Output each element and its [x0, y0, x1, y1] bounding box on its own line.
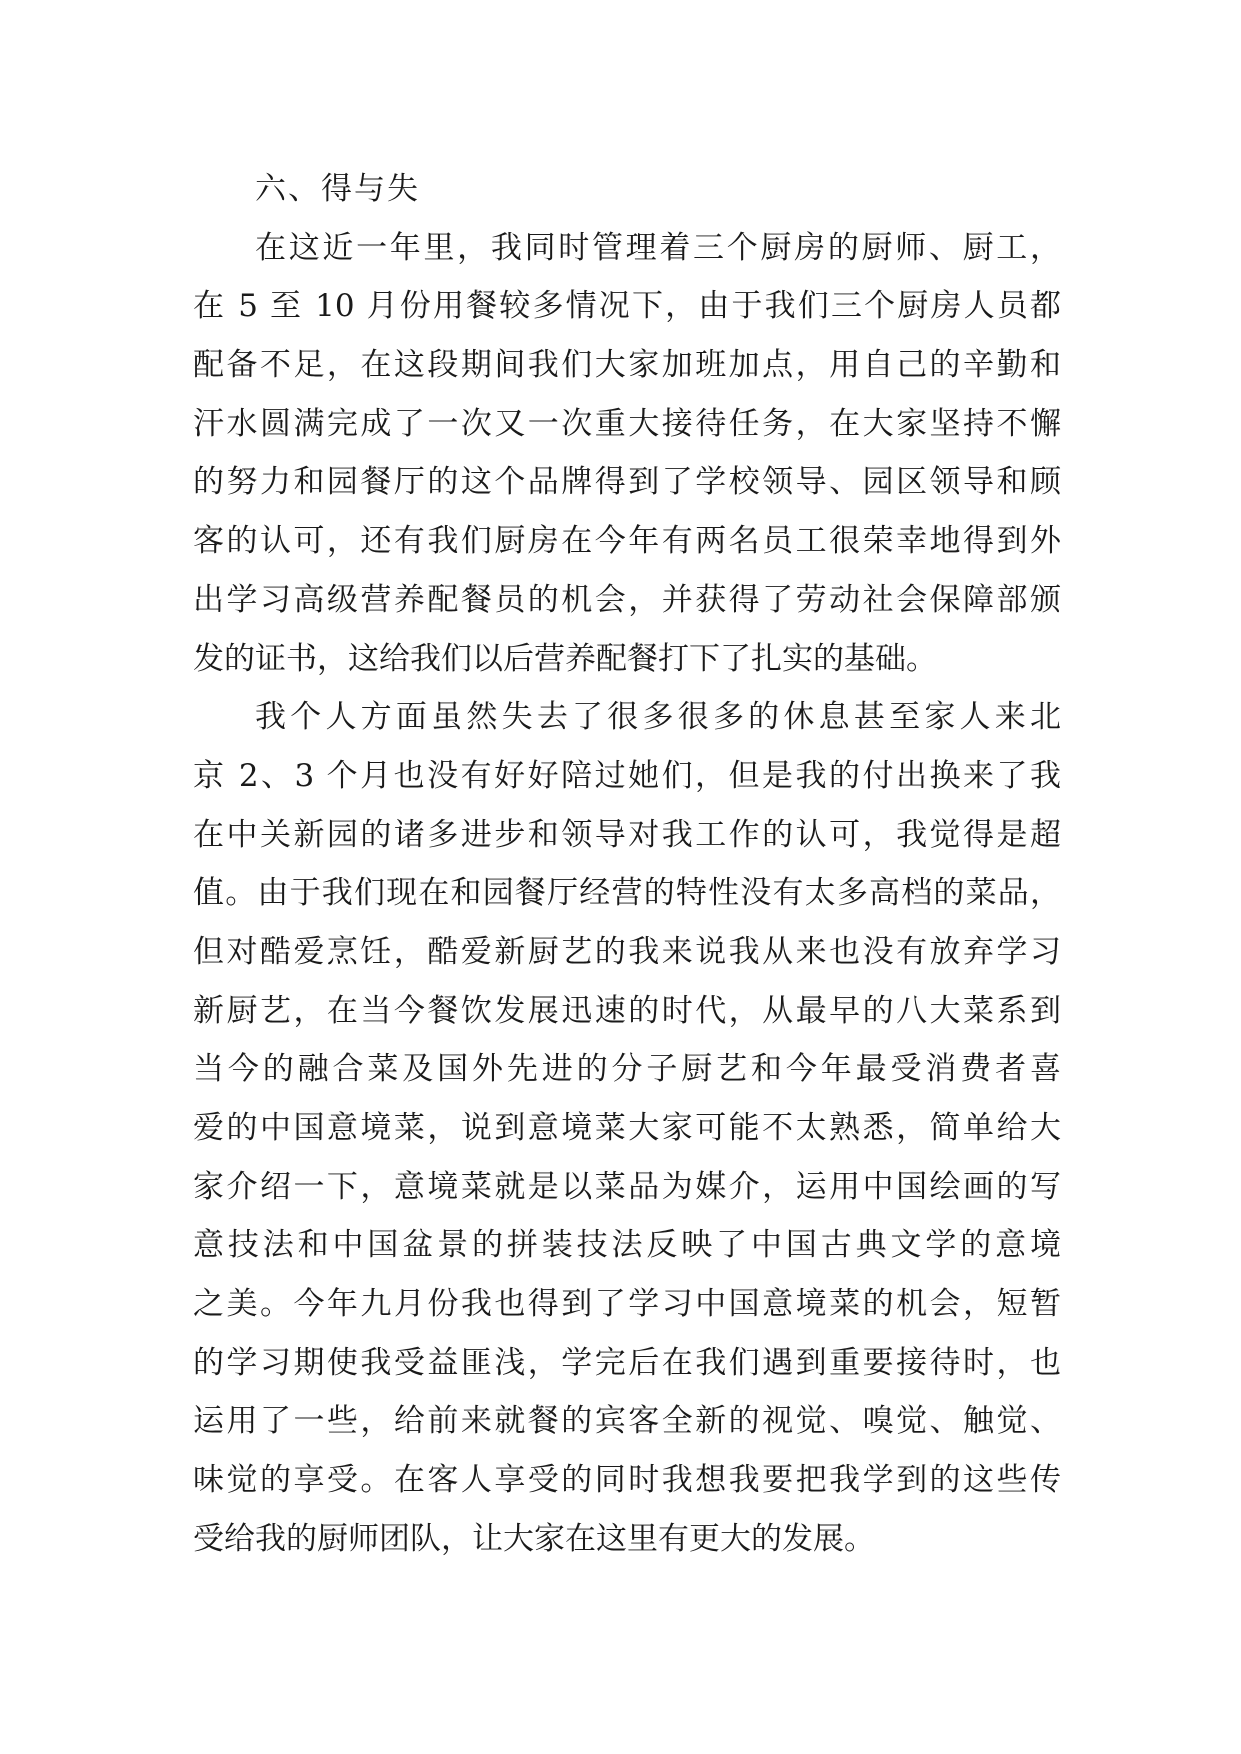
paragraph-line: 在这近一年里，我同时管理着三个厨房的厨师、厨工， — [255, 229, 1061, 266]
paragraph-2 — [193, 688, 1061, 1568]
paragraph-line: 的学习期使我受益匪浅，学完后在我们遇到重要接待时，也 — [193, 1344, 1061, 1381]
paragraph-line: 新厨艺，在当今餐饮发展迅速的时代，从最早的八大菜系到 — [193, 992, 1061, 1029]
paragraph-line: 当今的融合菜及国外先进的分子厨艺和今年最受消费者喜 — [193, 1051, 1061, 1088]
paragraph-line: 在中关新园的诸多进步和领导对我工作的认可，我觉得是超 — [193, 816, 1061, 853]
paragraph-line: 爱的中国意境菜，说到意境菜大家可能不太熟悉，简单给大 — [193, 1110, 1061, 1146]
paragraph-line: 受给我的厨师团队，让大家在这里有更大的发展。 — [193, 1520, 875, 1557]
paragraph-line: 运用了一些，给前来就餐的宾客全新的视觉、嗅觉、触觉、 — [193, 1403, 1061, 1440]
paragraph-line: 但对酷爱烹饪，酷爱新厨艺的我来说我从来也没有放弃学习 — [193, 933, 1061, 970]
paragraph-line: 出学习高级营养配餐员的机会，并获得了劳动社会保障部颁 — [193, 581, 1061, 618]
section-heading: 六、得与失 — [255, 171, 420, 207]
paragraph-line: 客的认可，还有我们厨房在今年有两名员工很荣幸地得到外 — [193, 523, 1061, 560]
paragraph-line: 意技法和中国盆景的拼装技法反映了中国古典文学的意境 — [193, 1227, 1061, 1264]
paragraph-line: 在 5 至 10 月份用餐较多情况下，由于我们三个厨房人员都 — [193, 288, 1061, 325]
paragraph-line: 之美。今年九月份我也得到了学习中国意境菜的机会，短暂 — [193, 1286, 1061, 1323]
paragraph-line: 值。由于我们现在和园餐厅经营的特性没有太多高档的菜品， — [193, 875, 1061, 912]
paragraph-1 — [193, 219, 1061, 689]
paragraph-line: 京 2、3 个月也没有好好陪过她们，但是我的付出换来了我 — [193, 757, 1061, 794]
paragraph-line: 发的证书，这给我们以后营养配餐打下了扎实的基础。 — [193, 640, 937, 677]
paragraph-line: 我个人方面虽然失去了很多很多的休息甚至家人来北 — [255, 699, 1061, 736]
document-body — [193, 160, 1061, 1569]
paragraph-line: 家介绍一下，意境菜就是以菜品为媒介，运用中国绘画的写 — [193, 1168, 1061, 1205]
paragraph-line: 配备不足，在这段期间我们大家加班加点，用自己的辛勤和 — [193, 347, 1061, 384]
paragraph-line: 的努力和园餐厅的这个品牌得到了学校领导、园区领导和顾 — [193, 464, 1061, 501]
paragraph-line: 味觉的享受。在客人享受的同时我想我要把我学到的这些传 — [193, 1462, 1061, 1499]
paragraph-line: 汗水圆满完成了一次又一次重大接待任务，在大家坚持不懈 — [193, 405, 1061, 442]
